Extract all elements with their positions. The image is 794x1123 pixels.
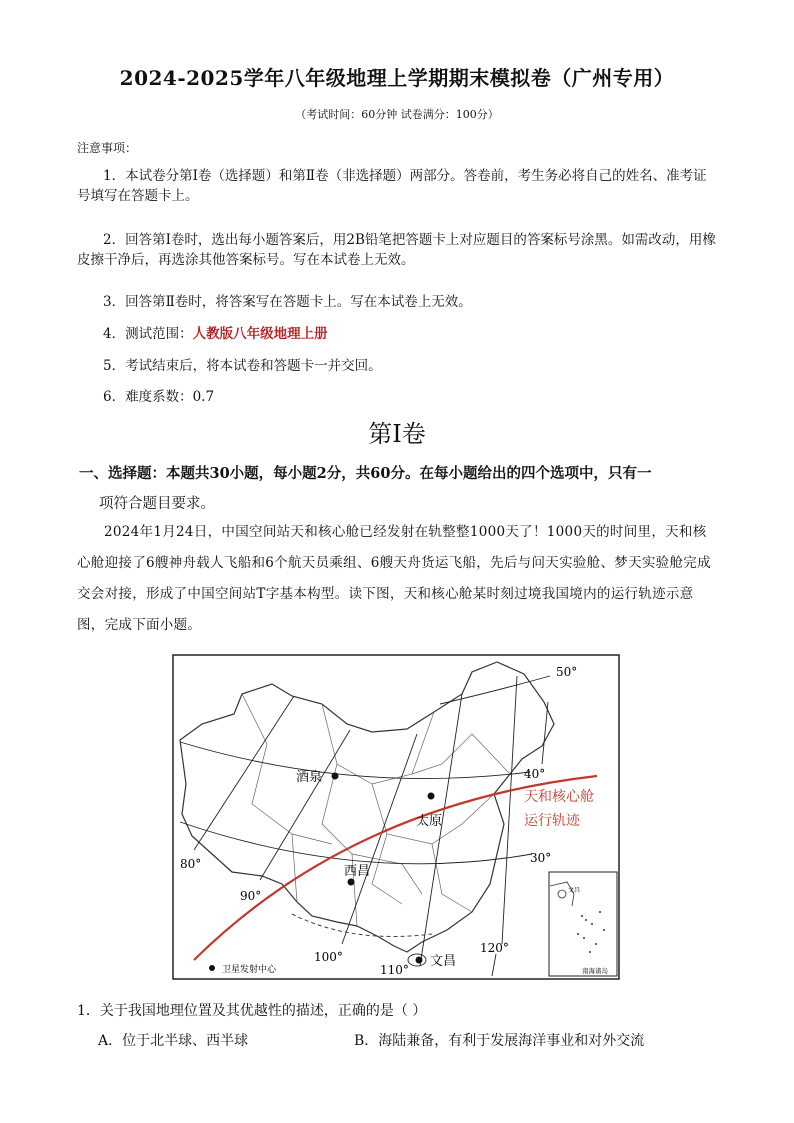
orbit-map — [172, 654, 620, 980]
note-item-2: 2．回答第Ⅰ卷时，选出每小题答案后，用2B铅笔把答题卡上对应题目的答案标号涂黑。如需改动，用橡皮擦干净后，再选涂其他答案标号。写在本试卷上无效。 — [77, 232, 716, 268]
section-heading — [79, 459, 729, 519]
question-1-option-b[interactable]: B．海陆兼备，有利于发展海洋事业和对外交流 — [354, 1033, 645, 1049]
lon-label-120: 120° — [480, 941, 509, 955]
note-item-6: 6．难度系数：0.7 — [103, 389, 215, 405]
taiyuan-dot — [428, 793, 435, 800]
paper-title: 2024-2025学年八年级地理上学期期末模拟卷（广州专用） — [119, 66, 675, 90]
lon-label-90: 90° — [240, 889, 262, 903]
jiuquan-dot — [332, 773, 339, 780]
section-line-2: 项符合题目要求。 — [99, 496, 215, 512]
note-item-5: 5．考试结束后，将本试卷和答题卡一并交回。 — [103, 358, 382, 374]
wenchang-dot — [416, 957, 423, 964]
xichang-dot — [348, 879, 355, 886]
city-wenchang: 文昌 — [430, 954, 457, 969]
notes-heading: 注意事项： — [77, 141, 138, 155]
inset-label: 南海诸岛 — [582, 967, 608, 975]
volume-title: 第Ⅰ卷 — [368, 420, 426, 448]
orbit-label-line1: 天和核心舱 — [524, 789, 594, 805]
lat-label-50: 50° — [556, 665, 578, 679]
exam-info: （考试时间：60分钟 试卷满分：100分） — [295, 108, 499, 121]
note-item-4 — [103, 324, 328, 344]
section-line-1: 一、选择题：本题共30小题，每小题2分，共60分。在每小题给出的四个选项中，只有一 — [79, 465, 652, 482]
city-jiuquan: 酒泉 — [296, 770, 323, 785]
test-scope: 人教版八年级地理上册 — [192, 326, 328, 342]
lat-label-30: 30° — [530, 851, 552, 865]
orbit-label-line2: 运行轨迹 — [524, 813, 580, 829]
lon-label-110: 110° — [380, 963, 409, 977]
question-1-stem: 1．关于我国地理位置及其优越性的描述，正确的是（ ） — [77, 1003, 427, 1019]
lat-label-40: 40° — [524, 767, 546, 781]
lon-label-100: 100° — [314, 950, 343, 964]
city-taiyuan: 太原 — [416, 814, 443, 829]
city-xichang: 西昌 — [344, 864, 371, 879]
inset-city: 文昌 — [568, 887, 581, 894]
legend-label: 卫星发射中心 — [222, 965, 277, 975]
note-item-1: 1．本试卷分第Ⅰ卷（选择题）和第Ⅱ卷（非选择题）两部分。答卷前，考生务必将自己的姓名、准考证号填写在答题卡上。 — [77, 168, 707, 204]
question-1-option-a[interactable]: A．位于北半球、西半球 — [98, 1033, 249, 1049]
south-sea-inset — [549, 872, 617, 976]
note-item-3: 3．回答第Ⅱ卷时，将答案写在答题卡上。写在本试卷上无效。 — [103, 294, 472, 310]
note-item-4-label: 4．测试范围： — [103, 326, 193, 342]
passage: 2024年1月24日，中国空间站天和核心舱已经发射在轨整整1000天了！1000天的时间里，天和核心舱迎接了6艘神舟载人飞船和6个航天员乘组、6艘天舟货运飞船，先后与问天实验舱、梦天实验舱完成交会对接，形成了中国空间站T字基本构型。读下图，天和核心舱某时刻过境我国境内的运行轨迹示意图，完成下面小题。 — [77, 524, 711, 633]
lon-label-80: 80° — [180, 857, 202, 871]
legend-dot — [209, 965, 215, 971]
